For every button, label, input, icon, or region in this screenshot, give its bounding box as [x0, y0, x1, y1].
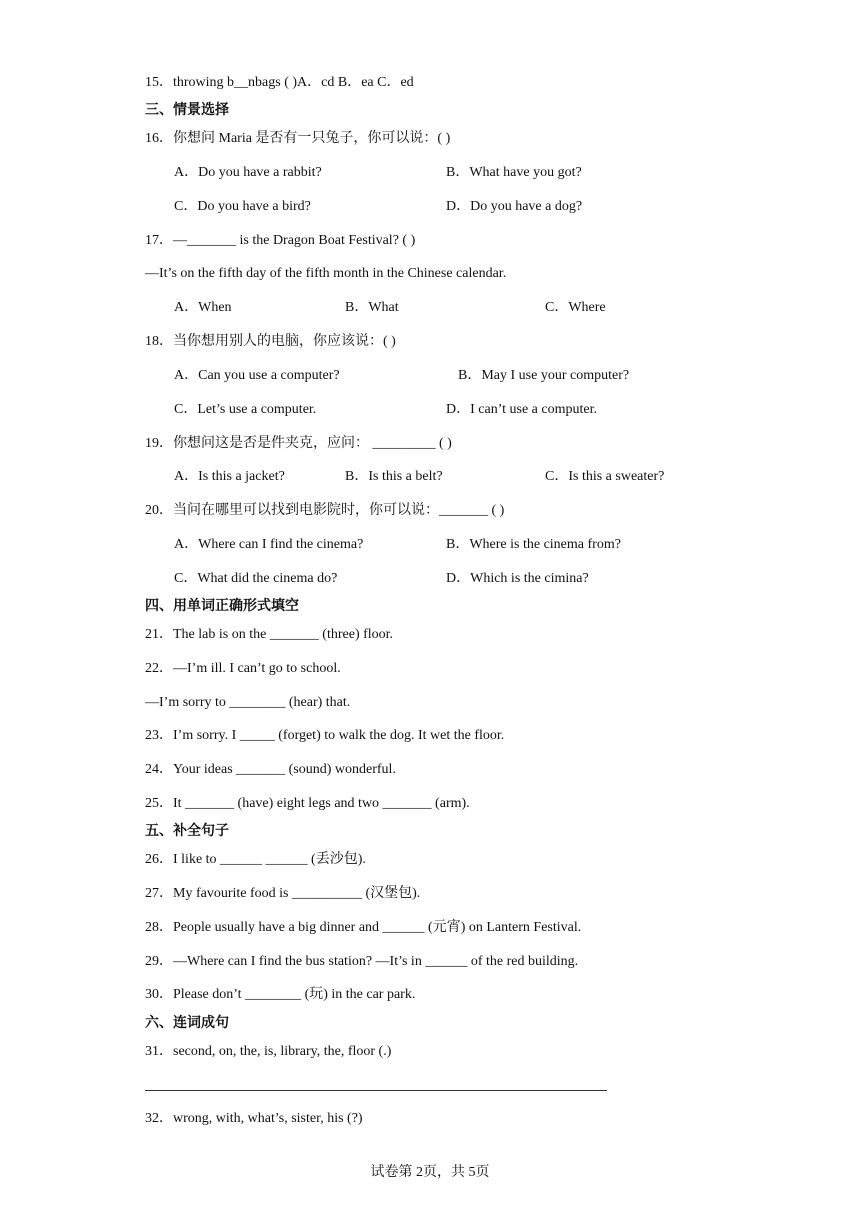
question-29: 29．—Where can I find the bus station? —It’s in ______ of the red building. [145, 954, 579, 969]
question-18: 18．当你想用别人的电脑，你应该说：( ) [145, 334, 396, 349]
option-20a: A．Where can I find the cinema? [174, 537, 364, 552]
question-21: 21．The lab is on the _______ (three) floor. [145, 627, 394, 642]
answer-line-31[interactable] [145, 1090, 607, 1091]
question-27: 27．My favourite food is __________ (汉堡包). [145, 886, 421, 901]
option-17a: A．When [174, 300, 232, 315]
option-20c: C．What did the cinema do? [174, 571, 338, 586]
page-footer: 试卷第 2页，共 5页 [370, 1165, 490, 1180]
option-18c: C．Let’s use a computer. [174, 402, 317, 417]
question-32: 32．wrong, with, what’s, sister, his (?) [145, 1111, 363, 1126]
option-16c: C．Do you have a bird? [174, 199, 311, 214]
section-heading-6: 六、连词成句 [145, 1015, 229, 1031]
option-20b: B．Where is the cinema from? [446, 537, 621, 552]
option-20d: D．Which is the cimina? [446, 571, 589, 586]
question-22: 22．—I’m ill. I can’t go to school. [145, 661, 341, 676]
question-16: 16．你想问 Maria 是否有一只兔子，你可以说：( ) [145, 131, 451, 146]
option-19c: C．Is this a sweater? [545, 469, 665, 484]
option-19a: A．Is this a jacket? [174, 469, 285, 484]
option-16d: D．Do you have a dog? [446, 199, 583, 214]
option-16b: B．What have you got? [446, 165, 582, 180]
question-19: 19．你想问这是否是件夹克，应问： _________ ( ) [145, 436, 452, 451]
question-24: 24．Your ideas _______ (sound) wonderful. [145, 762, 396, 777]
question-20: 20．当问在哪里可以找到电影院时，你可以说：_______ ( ) [145, 503, 505, 518]
question-30: 30．Please don’t ________ (玩) in the car park. [145, 987, 416, 1002]
question-17: 17．—_______ is the Dragon Boat Festival? ( ) [145, 233, 416, 248]
question-17-answer-line: —It’s on the fifth day of the fifth month in the Chinese calendar. [145, 266, 507, 281]
option-18a: A．Can you use a computer? [174, 368, 340, 383]
option-18d: D．I can’t use a computer. [446, 402, 597, 417]
option-18b: B．May I use your computer? [458, 368, 630, 383]
section-heading-3: 三、情景选择 [145, 102, 229, 118]
question-28: 28．People usually have a big dinner and ______ (元宵) on Lantern Festival. [145, 920, 582, 935]
option-16a: A．Do you have a rabbit? [174, 165, 322, 180]
q15: 15．throwing b__nbags ( )A．cd B．ea C．ed [145, 75, 414, 90]
question-26: 26．I like to ______ ______ (丢沙包). [145, 852, 366, 867]
option-17c: C．Where [545, 300, 606, 315]
option-17b: B．What [345, 300, 399, 315]
question-22-reply: —I’m sorry to ________ (hear) that. [145, 695, 351, 710]
section-heading-5: 五、补全句子 [145, 823, 229, 839]
question-25: 25．It _______ (have) eight legs and two _______ (arm). [145, 796, 470, 811]
option-19b: B．Is this a belt? [345, 469, 443, 484]
question-31: 31．second, on, the, is, library, the, floor (.) [145, 1044, 392, 1059]
section-heading-4: 四、用单词正确形式填空 [145, 598, 299, 614]
question-23: 23．I’m sorry. I _____ (forget) to walk the dog. It wet the floor. [145, 728, 505, 743]
